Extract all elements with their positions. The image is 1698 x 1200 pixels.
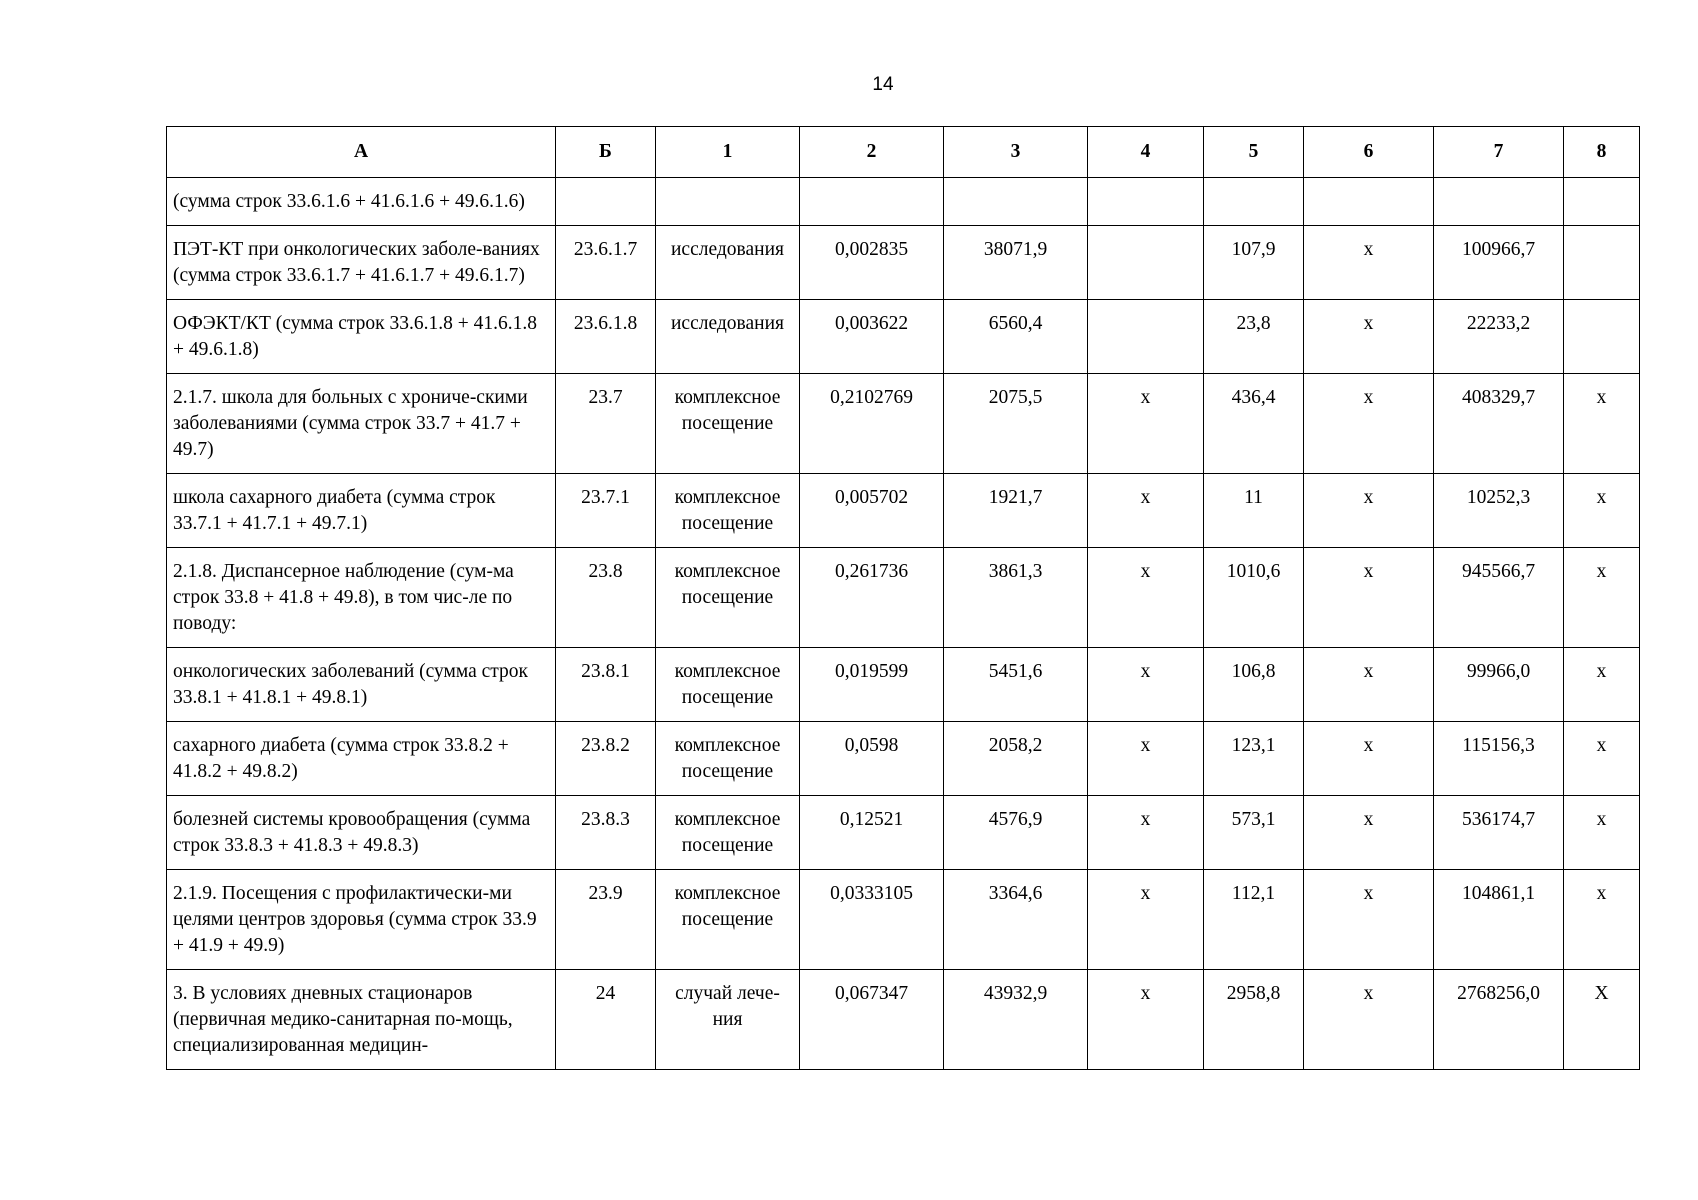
table-cell [1088,300,1204,374]
column-header: 2 [800,127,944,178]
table-cell: 2058,2 [944,722,1088,796]
table-cell [1088,226,1204,300]
page-number: 14 [872,74,894,95]
table-cell: 23.8.1 [556,648,656,722]
table-cell [1088,178,1204,226]
table-cell: 22233,2 [1434,300,1564,374]
table-cell: 23.7 [556,374,656,474]
table-cell: 0,261736 [800,548,944,648]
table-cell: комплексное посещение [656,722,800,796]
table-cell: сахарного диабета (сумма строк 33.8.2 + 41.8.2 + 49.8.2) [167,722,556,796]
table-row [167,548,1640,648]
table-cell: Х [1564,970,1640,1070]
table-cell: 0,12521 [800,796,944,870]
table-row [167,178,1640,226]
table-cell: 38071,9 [944,226,1088,300]
table-cell: 6560,4 [944,300,1088,374]
table-cell: 2958,8 [1204,970,1304,1070]
table-cell: 23,8 [1204,300,1304,374]
table-cell: болезней системы кровообращения (сумма строк 33.8.3 + 41.8.3 + 49.8.3) [167,796,556,870]
table-cell: 112,1 [1204,870,1304,970]
table-cell: 23.8.2 [556,722,656,796]
table-cell: 99966,0 [1434,648,1564,722]
table-cell: 0,0333105 [800,870,944,970]
table-cell [944,178,1088,226]
table-cell: 23.9 [556,870,656,970]
table-cell: школа сахарного диабета (сумма строк 33.7.1 + 41.7.1 + 49.7.1) [167,474,556,548]
table-row [167,970,1640,1070]
table-row [167,870,1640,970]
table-cell: х [1304,374,1434,474]
table-cell: 0,005702 [800,474,944,548]
data-table [166,126,1640,1070]
table-cell [1564,178,1640,226]
table-cell: х [1088,648,1204,722]
table-cell: 24 [556,970,656,1070]
table-cell: 0,2102769 [800,374,944,474]
table-cell: 100966,7 [1434,226,1564,300]
table-cell: х [1088,796,1204,870]
table-cell: 3. В условиях дневных стационаров (первичная медико-санитарная по-мощь, специализированная медицин- [167,970,556,1070]
table-cell: х [1564,374,1640,474]
table-cell: 436,4 [1204,374,1304,474]
table-cell: 0,002835 [800,226,944,300]
table-cell: онкологических заболеваний (сумма строк 33.8.1 + 41.8.1 + 49.8.1) [167,648,556,722]
table-cell: 0,0598 [800,722,944,796]
column-header: 1 [656,127,800,178]
table-row [167,226,1640,300]
table-cell [656,178,800,226]
table-cell: х [1564,548,1640,648]
table-cell: комплексное посещение [656,870,800,970]
table-row [167,300,1640,374]
column-header: 5 [1204,127,1304,178]
table-cell: х [1088,374,1204,474]
table-cell: х [1564,870,1640,970]
table-cell: х [1304,300,1434,374]
table-cell: 0,019599 [800,648,944,722]
column-header: 7 [1434,127,1564,178]
column-header: 6 [1304,127,1434,178]
table-cell: исследования [656,226,800,300]
table-row [167,474,1640,548]
table-cell: 23.6.1.8 [556,300,656,374]
table-cell: 106,8 [1204,648,1304,722]
table-cell: х [1304,226,1434,300]
table-row [167,374,1640,474]
table-cell: 43932,9 [944,970,1088,1070]
table-cell: х [1304,870,1434,970]
table-cell: 23.8.3 [556,796,656,870]
table-cell: 3364,6 [944,870,1088,970]
table-cell: комплексное посещение [656,474,800,548]
column-header: Б [556,127,656,178]
table-cell: 536174,7 [1434,796,1564,870]
table-cell: 10252,3 [1434,474,1564,548]
header-row [167,127,1640,178]
table-cell: х [1304,722,1434,796]
table-cell: х [1304,970,1434,1070]
table-cell: 2075,5 [944,374,1088,474]
column-header: 3 [944,127,1088,178]
table-cell: х [1564,474,1640,548]
table-cell: 4576,9 [944,796,1088,870]
table-cell: комплексное посещение [656,648,800,722]
table-cell: х [1304,474,1434,548]
table-cell: 23.7.1 [556,474,656,548]
table-row [167,722,1640,796]
table-cell: исследования [656,300,800,374]
table-cell: 123,1 [1204,722,1304,796]
table-cell: 1921,7 [944,474,1088,548]
table-cell: ОФЭКТ/КТ (сумма строк 33.6.1.8 + 41.6.1.8 + 49.6.1.8) [167,300,556,374]
table-cell: 408329,7 [1434,374,1564,474]
table-cell [1204,178,1304,226]
column-header: А [167,127,556,178]
table-cell: 1010,6 [1204,548,1304,648]
table-cell: 2.1.9. Посещения с профилактически-ми целями центров здоровья (сумма строк 33.9 + 41.9 + 49.9) [167,870,556,970]
table-cell: 0,067347 [800,970,944,1070]
table-cell: 945566,7 [1434,548,1564,648]
table-cell: 11 [1204,474,1304,548]
table-cell [1434,178,1564,226]
table-cell: 115156,3 [1434,722,1564,796]
table-cell: ПЭТ-КТ при онкологических заболе-ваниях (сумма строк 33.6.1.7 + 41.6.1.7 + 49.6.1.7) [167,226,556,300]
table-cell: комплексное посещение [656,548,800,648]
table-cell: х [1304,648,1434,722]
table-cell: (сумма строк 33.6.1.6 + 41.6.1.6 + 49.6.1.6) [167,178,556,226]
table-cell: комплексное посещение [656,796,800,870]
table-cell: х [1088,970,1204,1070]
table-cell: х [1088,548,1204,648]
table-cell: 107,9 [1204,226,1304,300]
table-cell: 2.1.8. Диспансерное наблюдение (сум-ма строк 33.8 + 41.8 + 49.8), в том чис-ле по поводу: [167,548,556,648]
table-cell: 2.1.7. школа для больных с хрониче-скими заболеваниями (сумма строк 33.7 + 41.7 + 49.7) [167,374,556,474]
table-cell: х [1564,648,1640,722]
table-cell: 104861,1 [1434,870,1564,970]
table-cell: 3861,3 [944,548,1088,648]
table-cell: х [1088,870,1204,970]
column-header: 8 [1564,127,1640,178]
table-cell [1564,226,1640,300]
table-cell [1304,178,1434,226]
table-row [167,796,1640,870]
table-cell: 23.6.1.7 [556,226,656,300]
table-cell: 23.8 [556,548,656,648]
table-cell: случай лече-ния [656,970,800,1070]
table-cell: х [1564,796,1640,870]
table-cell: х [1564,722,1640,796]
table-cell: 5451,6 [944,648,1088,722]
table-body [167,178,1640,1070]
table-cell: х [1088,474,1204,548]
table-row [167,648,1640,722]
table-cell: 0,003622 [800,300,944,374]
table-cell [1564,300,1640,374]
table-cell: 573,1 [1204,796,1304,870]
table-cell [556,178,656,226]
column-header: 4 [1088,127,1204,178]
table-cell: 2768256,0 [1434,970,1564,1070]
table-cell: х [1304,548,1434,648]
table-cell: х [1088,722,1204,796]
table-cell: х [1304,796,1434,870]
table-cell [800,178,944,226]
table-cell: комплексное посещение [656,374,800,474]
